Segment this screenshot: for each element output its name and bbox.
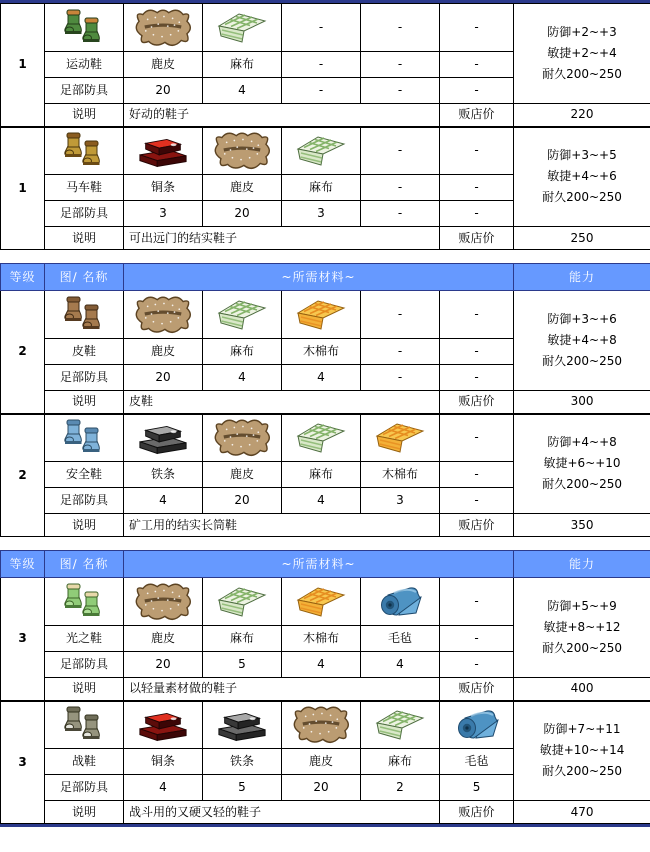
iron-bar-icon <box>203 706 281 744</box>
item-icon-row <box>1 127 650 175</box>
material-icon-cell <box>203 414 282 462</box>
material-qty: 2 <box>361 775 440 801</box>
empty-dash: - <box>474 20 479 34</box>
cotton-cloth-icon <box>361 419 439 457</box>
material-icon-cell <box>361 414 440 462</box>
item-description: 好动的鞋子 <box>124 104 440 127</box>
shop-price-value: 220 <box>514 104 650 127</box>
header-image-name: 图∕ 名称 <box>45 551 124 578</box>
item-icon-cell <box>45 414 124 462</box>
deer-hide-icon <box>282 702 360 748</box>
ability-line: 敏捷+8~+12 <box>543 620 621 634</box>
item-icon-row <box>1 4 650 52</box>
material-name: 铁条 <box>203 749 282 775</box>
safety-shoes-icon <box>45 418 123 458</box>
material-icon-cell <box>361 578 440 626</box>
material-empty-cell <box>440 127 514 175</box>
hemp-cloth-icon <box>203 9 281 47</box>
material-icon-cell <box>203 701 282 749</box>
header-materials: ~所需材料~ <box>124 551 514 578</box>
felt-icon <box>440 705 513 745</box>
header-ability: 能力 <box>514 551 650 578</box>
item-icon-row <box>1 414 650 462</box>
item-icon-cell <box>45 4 124 52</box>
ability-line: 耐久200~250 <box>542 641 622 655</box>
ability-cell <box>514 127 650 227</box>
shop-price-label: 贩店价 <box>440 104 514 127</box>
material-name: 铁条 <box>124 462 203 488</box>
material-name: 麻布 <box>203 52 282 78</box>
deer-hide-icon <box>124 579 202 625</box>
material-qty: 20 <box>124 78 203 104</box>
material-empty-cell: - <box>440 339 514 365</box>
table-header-row <box>1 264 650 291</box>
item-icon-row <box>1 291 650 339</box>
armor-row-label: 足部防具 <box>45 775 124 801</box>
desc-row-label: 说明 <box>45 104 124 127</box>
material-icon-cell <box>282 701 361 749</box>
material-empty-cell <box>440 291 514 339</box>
material-name: 毛毡 <box>361 626 440 652</box>
ability-line: 防御+7~+11 <box>543 722 621 737</box>
ability-line: 敏捷+6~+10 <box>543 456 621 471</box>
item-icon-cell <box>45 291 124 339</box>
item-desc-row <box>1 104 650 127</box>
material-name: 鹿皮 <box>282 749 361 775</box>
hemp-cloth-icon <box>282 419 360 457</box>
material-icon-cell <box>282 291 361 339</box>
war-shoes-icon <box>45 705 123 745</box>
item-name: 马车鞋 <box>45 175 124 201</box>
item-description: 矿工用的结实长筒鞋 <box>124 514 440 537</box>
material-icon-cell <box>203 127 282 175</box>
material-qty: 20 <box>203 201 282 227</box>
material-empty-cell: - <box>361 201 440 227</box>
desc-row-label: 说明 <box>45 514 124 537</box>
ability-cell <box>514 578 650 678</box>
hemp-cloth-icon <box>203 296 281 334</box>
material-icon-cell <box>124 127 203 175</box>
ability-line: 防御+4~+8 <box>547 435 617 450</box>
material-icon-cell <box>124 4 203 52</box>
header-materials: ~所需材料~ <box>124 264 514 291</box>
material-name: 麻布 <box>203 339 282 365</box>
ability-line: 敏捷+4~+6 <box>547 169 617 184</box>
cotton-cloth-icon <box>282 583 360 621</box>
shop-price-label: 贩店价 <box>440 391 514 414</box>
header-ability: 能力 <box>514 264 650 291</box>
header-image-name: 图∕ 名称 <box>45 264 124 291</box>
item-icon-cell <box>45 578 124 626</box>
item-name: 光之鞋 <box>45 626 124 652</box>
desc-row-label: 说明 <box>45 227 124 250</box>
ability-line: 耐久200~250 <box>542 764 622 779</box>
equipment-tables <box>0 3 650 824</box>
material-icon-cell <box>282 127 361 175</box>
empty-dash: - <box>397 307 403 321</box>
material-name: 鹿皮 <box>124 626 203 652</box>
material-name: 铜条 <box>124 749 203 775</box>
shop-price-value: 300 <box>514 391 650 414</box>
empty-dash: - <box>318 20 324 34</box>
material-empty-cell: - <box>440 175 514 201</box>
material-qty: 4 <box>282 488 361 514</box>
material-qty: 3 <box>124 201 203 227</box>
material-empty-cell: - <box>361 339 440 365</box>
material-empty-cell <box>440 4 514 52</box>
hemp-cloth-icon <box>282 132 360 170</box>
material-icon-cell <box>282 578 361 626</box>
section-2 <box>0 263 650 537</box>
material-qty: 4 <box>124 775 203 801</box>
item-name: 战鞋 <box>45 749 124 775</box>
material-qty: 5 <box>440 775 514 801</box>
material-qty: 4 <box>282 365 361 391</box>
material-qty: 3 <box>361 488 440 514</box>
bottom-border-line <box>0 824 650 827</box>
material-empty-cell: - <box>440 488 514 514</box>
material-qty: 20 <box>282 775 361 801</box>
material-name: 鹿皮 <box>124 52 203 78</box>
material-name: 鹿皮 <box>124 339 203 365</box>
desc-row-label: 说明 <box>45 678 124 701</box>
empty-dash: - <box>397 143 403 158</box>
equipment-table-2 <box>0 263 650 537</box>
material-icon-cell <box>124 291 203 339</box>
item-name: 安全鞋 <box>45 462 124 488</box>
armor-row-label: 足部防具 <box>45 365 124 391</box>
item-desc-row <box>1 391 650 414</box>
material-name: 麻布 <box>203 626 282 652</box>
material-empty-cell: - <box>282 78 361 104</box>
ability-line: 耐久200~250 <box>542 67 622 81</box>
iron-bar-icon <box>124 419 202 457</box>
level-cell: 2 <box>1 414 45 537</box>
shop-price-value: 350 <box>514 514 650 537</box>
material-empty-cell <box>282 4 361 52</box>
equipment-table-1 <box>0 3 650 250</box>
section-1 <box>0 3 650 250</box>
ability-line: 敏捷+4~+8 <box>547 333 617 347</box>
item-icon-row <box>1 578 650 626</box>
item-desc-row <box>1 227 650 250</box>
material-empty-cell <box>361 4 440 52</box>
level-cell: 1 <box>1 127 45 250</box>
material-qty: 20 <box>124 365 203 391</box>
material-empty-cell: - <box>361 52 440 78</box>
ability-cell <box>514 414 650 514</box>
material-qty: 5 <box>203 652 282 678</box>
table-header-row <box>1 551 650 578</box>
copper-bar-icon <box>124 132 202 170</box>
item-desc-row <box>1 801 650 824</box>
item-icon-row <box>1 701 650 749</box>
armor-row-label: 足部防具 <box>45 652 124 678</box>
material-empty-cell <box>440 578 514 626</box>
ability-line: 防御+3~+5 <box>547 148 617 163</box>
material-name: 麻布 <box>282 175 361 201</box>
armor-row-label: 足部防具 <box>45 78 124 104</box>
item-name: 运动鞋 <box>45 52 124 78</box>
ability-line: 耐久200~250 <box>542 354 622 368</box>
material-name: 麻布 <box>361 749 440 775</box>
material-icon-cell <box>440 701 514 749</box>
material-empty-cell: - <box>440 365 514 391</box>
material-qty: 20 <box>203 488 282 514</box>
hemp-cloth-icon <box>203 583 281 621</box>
material-icon-cell <box>282 414 361 462</box>
material-name: 木棉布 <box>282 626 361 652</box>
item-description: 可出远门的结实鞋子 <box>124 227 440 250</box>
material-empty-cell <box>361 127 440 175</box>
level-cell: 3 <box>1 578 45 701</box>
ability-line: 敏捷+2~+4 <box>547 46 617 60</box>
material-qty: 20 <box>124 652 203 678</box>
desc-row-label: 说明 <box>45 801 124 824</box>
item-desc-row <box>1 514 650 537</box>
material-name: 木棉布 <box>361 462 440 488</box>
section-3 <box>0 550 650 824</box>
material-icon-cell <box>203 578 282 626</box>
carriage-shoes-icon <box>45 131 123 171</box>
material-empty-cell: - <box>440 52 514 78</box>
material-empty-cell: - <box>440 201 514 227</box>
empty-dash: - <box>474 307 479 321</box>
material-icon-cell <box>124 701 203 749</box>
material-qty: 4 <box>124 488 203 514</box>
armor-row-label: 足部防具 <box>45 201 124 227</box>
equipment-table-3 <box>0 550 650 824</box>
header-level: 等级 <box>1 551 45 578</box>
material-icon-cell <box>124 414 203 462</box>
material-empty-cell: - <box>440 78 514 104</box>
material-empty-cell: - <box>440 462 514 488</box>
ability-cell <box>514 291 650 391</box>
deer-hide-icon <box>203 128 281 174</box>
item-icon-cell <box>45 127 124 175</box>
light-shoes-icon <box>45 582 123 622</box>
item-desc-row <box>1 678 650 701</box>
material-name: 铜条 <box>124 175 203 201</box>
material-empty-cell: - <box>440 626 514 652</box>
ability-line: 耐久200~250 <box>542 190 622 205</box>
copper-bar-icon <box>124 706 202 744</box>
material-icon-cell <box>124 578 203 626</box>
material-name: 鹿皮 <box>203 462 282 488</box>
material-empty-cell <box>361 291 440 339</box>
ability-line: 防御+3~+6 <box>547 312 617 326</box>
shop-price-label: 贩店价 <box>440 514 514 537</box>
felt-icon <box>361 582 439 622</box>
material-qty: 4 <box>282 652 361 678</box>
level-cell: 3 <box>1 701 45 824</box>
header-level: 等级 <box>1 264 45 291</box>
material-name: 麻布 <box>282 462 361 488</box>
ability-cell <box>514 701 650 801</box>
material-name: 木棉布 <box>282 339 361 365</box>
material-qty: 5 <box>203 775 282 801</box>
item-icon-cell <box>45 701 124 749</box>
hemp-cloth-icon <box>361 706 439 744</box>
shop-price-label: 贩店价 <box>440 227 514 250</box>
empty-dash: - <box>474 143 479 158</box>
material-qty: 4 <box>203 365 282 391</box>
material-name: 毛毡 <box>440 749 514 775</box>
armor-row-label: 足部防具 <box>45 488 124 514</box>
ability-line: 耐久200~250 <box>542 477 622 492</box>
shop-price-label: 贩店价 <box>440 801 514 824</box>
empty-dash: - <box>474 430 479 445</box>
item-description: 战斗用的又硬又轻的鞋子 <box>124 801 440 824</box>
sport-shoes-icon <box>45 8 123 48</box>
ability-line: 敏捷+10~+14 <box>539 743 625 758</box>
material-qty: 4 <box>203 78 282 104</box>
material-empty-cell: - <box>361 175 440 201</box>
cotton-cloth-icon <box>282 296 360 334</box>
material-empty-cell <box>440 414 514 462</box>
leather-shoes-icon <box>45 295 123 335</box>
shop-price-value: 250 <box>514 227 650 250</box>
item-description: 皮鞋 <box>124 391 440 414</box>
ability-cell <box>514 4 650 104</box>
ability-line: 防御+5~+9 <box>547 599 617 613</box>
material-empty-cell: - <box>361 365 440 391</box>
level-cell: 1 <box>1 4 45 127</box>
material-qty: 4 <box>361 652 440 678</box>
material-icon-cell <box>361 701 440 749</box>
material-empty-cell: - <box>361 78 440 104</box>
shop-price-value: 470 <box>514 801 650 824</box>
shop-price-value: 400 <box>514 678 650 701</box>
empty-dash: - <box>474 594 479 608</box>
material-empty-cell: - <box>282 52 361 78</box>
item-description: 以轻量素材做的鞋子 <box>124 678 440 701</box>
shop-price-label: 贩店价 <box>440 678 514 701</box>
material-icon-cell <box>203 4 282 52</box>
material-empty-cell: - <box>440 652 514 678</box>
deer-hide-icon <box>203 415 281 461</box>
deer-hide-icon <box>124 5 202 51</box>
item-name: 皮鞋 <box>45 339 124 365</box>
material-icon-cell <box>203 291 282 339</box>
desc-row-label: 说明 <box>45 391 124 414</box>
level-cell: 2 <box>1 291 45 414</box>
material-qty: 3 <box>282 201 361 227</box>
ability-line: 防御+2~+3 <box>547 25 617 39</box>
empty-dash: - <box>397 20 403 34</box>
material-name: 鹿皮 <box>203 175 282 201</box>
deer-hide-icon <box>124 292 202 338</box>
